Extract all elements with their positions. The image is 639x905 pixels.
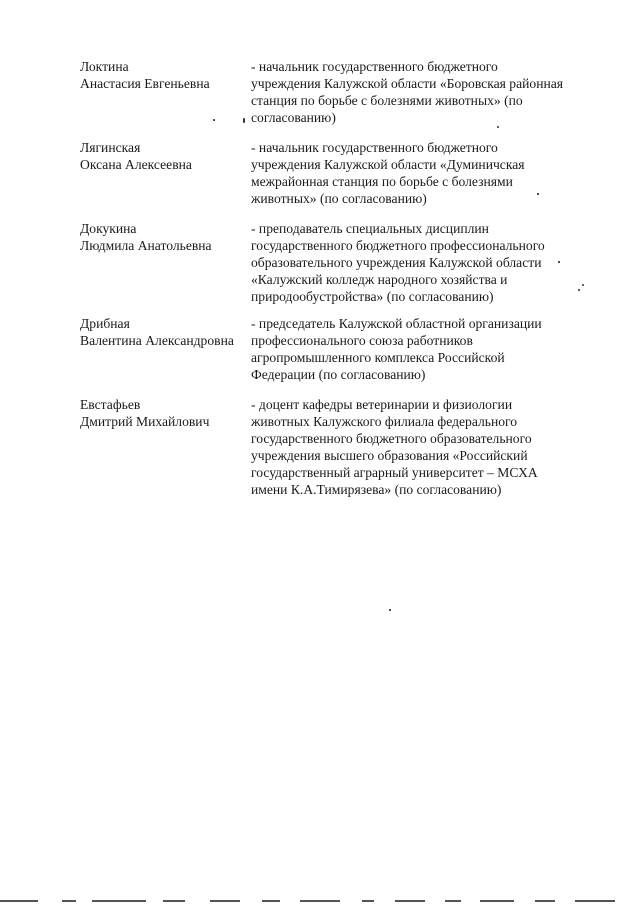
member-surname: Евстафьев xyxy=(80,397,141,412)
position-line: - председатель Калужской областной организации xyxy=(251,316,542,331)
member-position xyxy=(251,58,591,126)
scan-speck xyxy=(537,193,539,195)
member-surname: Дрибная xyxy=(80,316,130,331)
position-line: государственный аграрный университет – МСХА xyxy=(251,465,538,480)
member-name xyxy=(80,315,250,349)
position-line: Федерации (по согласованию) xyxy=(251,367,426,382)
member-surname: Лягинская xyxy=(80,140,141,155)
scan-speck xyxy=(243,118,245,123)
member-name xyxy=(80,139,250,173)
member-name xyxy=(80,58,250,92)
position-line: согласованию) xyxy=(251,110,336,125)
position-line: животных» (по согласованию) xyxy=(251,191,427,206)
member-position xyxy=(251,315,591,383)
scan-edge-artifact xyxy=(0,897,639,905)
position-line: образовательного учреждения Калужской области xyxy=(251,255,542,270)
position-line: «Калужский колледж народного хозяйства и xyxy=(251,272,508,287)
member-given-names: Анастасия Евгеньевна xyxy=(80,76,210,91)
position-line: профессионального союза работников xyxy=(251,333,473,348)
position-line: - начальник государственного бюджетного xyxy=(251,59,498,74)
member-given-names: Валентина Александровна xyxy=(80,333,234,348)
position-line: учреждения Калужской области «Боровская районная xyxy=(251,76,564,91)
position-line: агропромышленного комплекса Российской xyxy=(251,350,505,365)
member-given-names: Дмитрий Михайлович xyxy=(80,414,210,429)
scan-speck xyxy=(578,289,580,291)
position-line: природообустройства» (по согласованию) xyxy=(251,289,494,304)
position-line: имени К.А.Тимирязева» (по согласованию) xyxy=(251,482,502,497)
member-name xyxy=(80,396,250,430)
member-given-names: Оксана Алексеевна xyxy=(80,157,192,172)
position-line: учреждения высшего образования «Российский xyxy=(251,448,528,463)
position-line: учреждения Калужской области «Думиничская xyxy=(251,157,525,172)
scan-speck xyxy=(497,126,499,128)
member-surname: Докукина xyxy=(80,221,137,236)
scan-speck xyxy=(582,284,584,286)
member-position xyxy=(251,220,591,305)
position-line: животных Калужского филиала федерального xyxy=(251,414,518,429)
position-line: - начальник государственного бюджетного xyxy=(251,140,498,155)
position-line: межрайонная станция по борьбе с болезнями xyxy=(251,174,513,189)
scan-speck xyxy=(558,261,560,263)
member-surname: Локтина xyxy=(80,59,129,74)
member-position xyxy=(251,139,591,207)
member-given-names: Людмила Анатольевна xyxy=(80,238,212,253)
position-line: станция по борьбе с болезнями животных» (по xyxy=(251,93,523,108)
position-line: государственного бюджетного профессионального xyxy=(251,238,545,253)
member-position xyxy=(251,396,591,498)
position-line: государственного бюджетного образовательного xyxy=(251,431,532,446)
scan-speck xyxy=(213,119,215,121)
scan-speck xyxy=(389,609,391,611)
position-line: - доцент кафедры ветеринарии и физиологии xyxy=(251,397,513,412)
member-name xyxy=(80,220,250,254)
position-line: - преподаватель специальных дисциплин xyxy=(251,221,489,236)
